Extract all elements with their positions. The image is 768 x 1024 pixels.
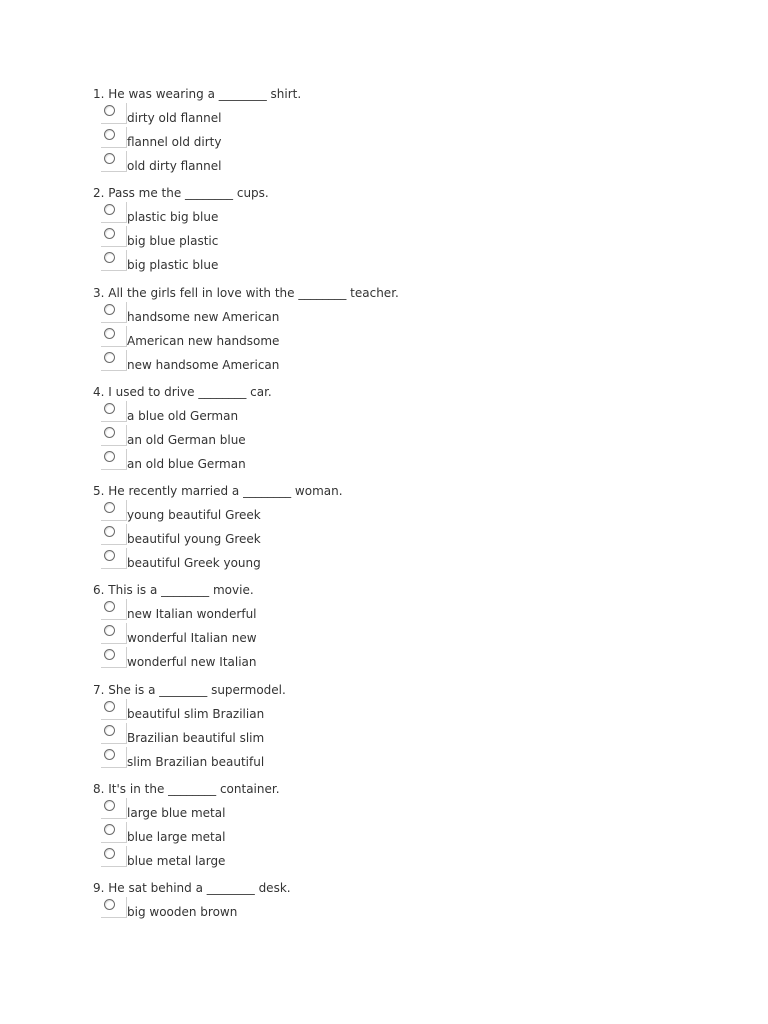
question-9 [93,880,733,979]
option-label: big plastic blue [127,258,219,273]
answer-option[interactable] [101,226,421,248]
answer-option[interactable] [101,699,421,721]
option-label: an old blue German [127,456,246,471]
option-label: an old German blue [127,432,246,447]
answer-option[interactable] [101,747,421,769]
option-label: flannel old dirty [127,135,222,149]
option-label: young beautiful Greek [127,508,261,523]
question-8 [93,781,733,880]
option-label: new Italian wonderful [127,607,257,622]
option-label: beautiful Greek young [127,556,261,571]
question-3 [93,285,733,384]
radio-button[interactable] [104,328,115,339]
question-text: 9. He sat behind a ________ desk. [93,881,291,896]
option-label: Brazilian beautiful slim [127,730,265,745]
option-label: big wooden brown [127,905,238,920]
option-label: plastic big blue [127,210,219,225]
answer-option[interactable] [101,500,421,522]
answer-option[interactable] [101,449,421,471]
option-label: large blue metal [127,806,226,821]
question-text: 1. He was wearing a ________ shirt. [93,87,302,101]
option-label: blue large metal [127,830,226,845]
option-label: blue metal large [127,854,226,869]
option-label: American new handsome [127,333,280,348]
question-text: 2. Pass me the ________ cups. [93,186,269,201]
answer-option[interactable] [101,302,421,324]
radio-button[interactable] [104,153,115,164]
radio-button[interactable] [104,824,115,835]
radio-button[interactable] [104,129,115,140]
answer-option[interactable] [101,798,421,820]
radio-button[interactable] [104,725,115,736]
question-2 [93,185,733,284]
answer-option[interactable] [101,151,421,173]
option-label: beautiful young Greek [127,532,261,547]
option-label: slim Brazilian beautiful [127,754,265,769]
question-4 [93,384,733,483]
answer-option[interactable] [101,623,421,645]
answer-option[interactable] [101,326,421,348]
answer-option[interactable] [101,202,421,224]
answer-option[interactable] [101,897,421,919]
radio-button[interactable] [104,105,115,116]
option-label: big blue plastic [127,234,219,249]
radio-button[interactable] [104,451,115,462]
question-1 [93,86,733,185]
answer-option[interactable] [101,103,421,125]
radio-button[interactable] [104,749,115,760]
option-label: old dirty flannel [127,159,222,173]
radio-button[interactable] [104,848,115,859]
radio-button[interactable] [104,800,115,811]
question-text: 6. This is a ________ movie. [93,583,254,598]
option-label: handsome new American [127,309,280,324]
answer-option[interactable] [101,822,421,844]
answer-option[interactable] [101,425,421,447]
question-7 [93,682,733,781]
option-label: a blue old German [127,408,239,423]
radio-button[interactable] [104,403,115,414]
answer-option[interactable] [101,524,421,546]
quiz [93,86,733,980]
answer-option[interactable] [101,127,421,149]
question-text: 7. She is a ________ supermodel. [93,682,286,697]
option-label: new handsome American [127,357,280,372]
question-text: 3. All the girls fell in love with the ________ teacher. [93,285,399,300]
answer-option[interactable] [101,599,421,621]
option-label: wonderful new Italian [127,655,257,670]
radio-button[interactable] [104,352,115,363]
answer-option[interactable] [101,647,421,669]
option-label: wonderful Italian new [127,631,257,646]
answer-option[interactable] [101,401,421,423]
answer-option[interactable] [101,846,421,868]
radio-button[interactable] [104,701,115,712]
answer-option[interactable] [101,548,421,570]
answer-option[interactable] [101,723,421,745]
option-label: beautiful slim Brazilian [127,706,265,721]
radio-button[interactable] [104,304,115,315]
question-6 [93,582,733,681]
question-5 [93,483,733,582]
answer-option[interactable] [101,250,421,272]
option-label: dirty old flannel [127,111,222,125]
radio-button[interactable] [104,427,115,438]
question-text: 5. He recently married a ________ woman. [93,484,343,499]
answer-option[interactable] [101,350,421,372]
question-text: 8. It's in the ________ container. [93,782,280,797]
question-text: 4. I used to drive ________ car. [93,384,272,399]
